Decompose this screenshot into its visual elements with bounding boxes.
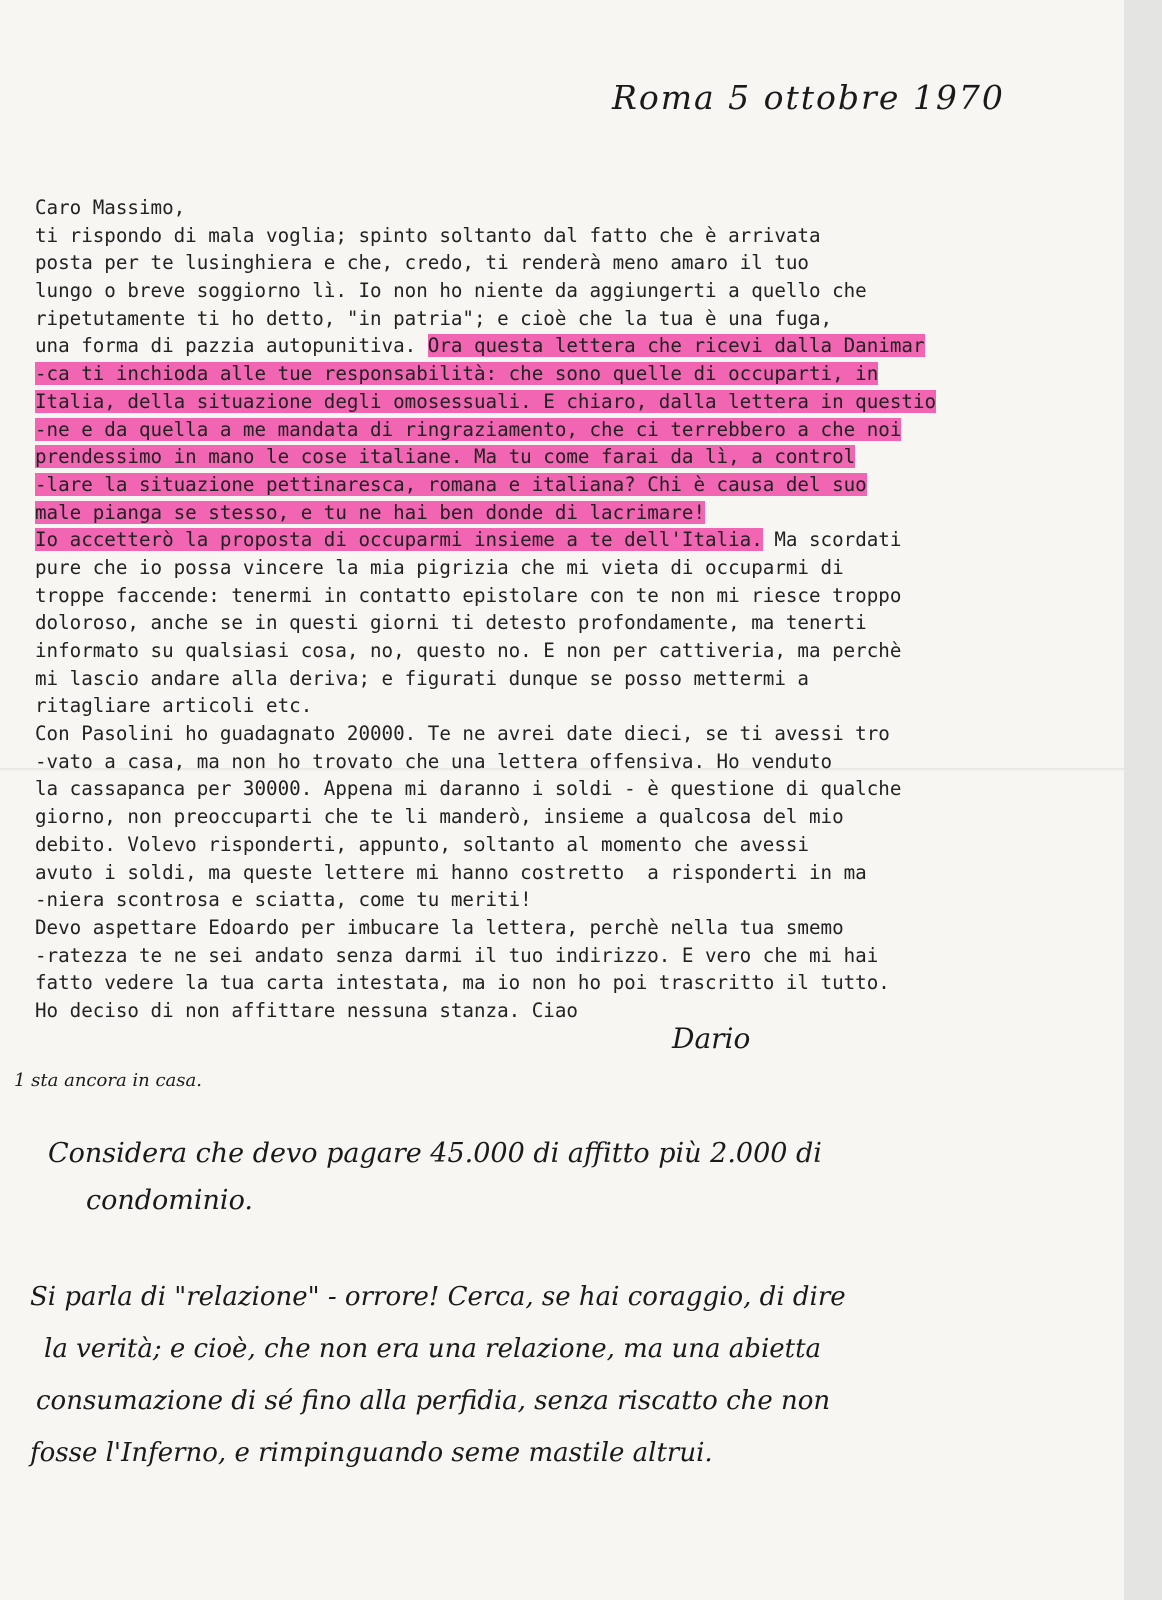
body-line: [35, 831, 936, 859]
body-line: [35, 637, 936, 665]
body-line-prefix: una forma di pazzia autopunitiva.: [35, 334, 428, 358]
body-line-text: Devo aspettare Edoardo per imbucare la lettera, perchè nella tua smemo: [35, 915, 844, 939]
body-line: [35, 609, 936, 637]
body-line: [35, 859, 936, 887]
body-line-text: posta per te lusinghiera e che, credo, ti renderà meno amaro il tuo: [35, 251, 809, 275]
body-line-text: informato su qualsiasi cosa, no, questo no. E non per cattiveria, ma perchè: [35, 639, 902, 662]
body-line: [35, 803, 936, 831]
handwritten-note-line: condominio.: [86, 1185, 253, 1216]
body-line: [35, 942, 936, 970]
body-line: [35, 720, 936, 748]
body-line: [35, 526, 936, 554]
body-line-text: lungo o breve soggiorno lì. Io non ho niente da aggiungerti a quello che: [35, 279, 867, 303]
body-line: [35, 416, 936, 444]
body-line-text: mi lascio andare alla deriva; e figurati dunque se posso mettermi a: [35, 666, 809, 690]
body-line-text: ripetutamente ti ho detto, "in patria"; e cioè che la tua è una fuga,: [35, 306, 833, 330]
body-line: [35, 914, 936, 942]
body-line-text: Caro Massimo,: [35, 196, 186, 219]
body-line: [35, 305, 936, 333]
body-line: [35, 443, 936, 471]
body-line-text: giorno, non preoccuparti che te li manderò, insieme a qualcosa del mio: [35, 805, 844, 829]
body-line: [35, 249, 936, 277]
body-line-text: debito. Volevo risponderti, appunto, soltanto al momento che avessi: [35, 832, 809, 856]
letter-date: Roma 5 ottobre 1970: [612, 78, 1005, 117]
highlighted-text: Italia, della situazione degli omosessuali. E chiaro, dalla lettera in questio: [35, 389, 937, 413]
body-line: [35, 222, 936, 250]
handwritten-note-line: la verità; e cioè, che non era una relazione, ma una abietta: [44, 1334, 822, 1364]
highlighted-text: male pianga se stesso, e tu ne hai ben donde di lacrimare!: [35, 500, 706, 524]
body-line: [35, 997, 936, 1025]
body-line: [35, 554, 936, 582]
handwritten-note-line: fosse l'Inferno, e rimpinguando seme mastile altrui.: [30, 1438, 713, 1468]
body-line: [35, 886, 936, 914]
body-line-text: ritagliare articoli etc.: [35, 694, 313, 718]
body-line-text: Ho deciso di non affittare nessuna stanza. Ciao: [35, 998, 578, 1022]
body-line-text: -ratezza te ne sei andato senza darmi il tuo indirizzo. E vero che mi hai: [35, 943, 879, 967]
body-line-text: doloroso, anche se in questi giorni ti detesto profondamente, ma tenerti: [35, 611, 867, 635]
highlighted-text: -lare la situazione pettinaresca, romana e italiana? Chi è causa del suo: [35, 472, 867, 496]
body-line: [35, 360, 936, 388]
highlighted-text: Io accetterò la proposta di occuparmi insieme a te dell'Italia.: [35, 528, 763, 552]
body-line-text: fatto vedere la tua carta intestata, ma io non ho poi trascritto il tutto.: [35, 971, 890, 995]
body-line-text: -vato a casa, ma non ho trovato che una lettera offensiva. Ho venduto: [35, 749, 833, 773]
highlighted-text: -ca ti inchioda alle tue responsabilità: che sono quelle di occuparti, in: [35, 362, 879, 386]
signature: Dario: [672, 1022, 751, 1055]
handwritten-note-line: Si parla di "relazione" - orrore! Cerca, se hai coraggio, di dire: [30, 1282, 846, 1312]
body-line: [35, 277, 936, 305]
body-line: [35, 748, 936, 776]
body-line-text: pure che io possa vincere la mia pigrizia che mi vieta di occuparmi di: [35, 555, 844, 579]
body-line: [35, 692, 936, 720]
highlighted-text: -ne e da quella a me mandata di ringraziamento, che ci terrebbero a che noi: [35, 417, 902, 441]
body-line: [35, 582, 936, 610]
body-line: [35, 969, 936, 997]
body-line-text: -niera scontrosa e sciatta, come tu meriti!: [35, 888, 532, 912]
body-line: [35, 499, 936, 527]
body-line: [35, 775, 936, 803]
letter-body: [35, 194, 936, 1025]
body-line-text: troppe faccende: tenermi in contatto epistolare con te non mi riesce troppo: [35, 583, 902, 607]
body-line-text: la cassapanca per 30000. Appena mi daranno i soldi - è questione di qualche: [35, 777, 902, 801]
handwritten-note-line: Considera che devo pagare 45.000 di affitto più 2.000 di: [48, 1138, 822, 1169]
highlighted-text: Ora questa lettera che ricevi dalla Danimar: [427, 334, 925, 358]
body-line-text: Con Pasolini ho guadagnato 20000. Te ne avrei date dieci, se ti avessi tro: [35, 722, 890, 746]
highlighted-text: prendessimo in mano le cose italiane. Ma tu come farai da lì, a control: [35, 445, 856, 469]
body-line: [35, 388, 936, 416]
body-line-suffix: Ma scordati: [762, 528, 902, 552]
body-line: [35, 665, 936, 693]
body-line-text: avuto i soldi, ma queste lettere mi hanno costretto a risponderti in ma: [35, 860, 867, 884]
body-line-text: ti rispondo di mala voglia; spinto soltanto dal fatto che è arrivata: [35, 223, 821, 247]
footnote: 1 sta ancora in casa.: [14, 1070, 202, 1091]
handwritten-note-line: consumazione di sé fino alla perfidia, senza riscatto che non: [36, 1386, 831, 1416]
background-edge: [1124, 0, 1162, 1600]
body-line: [35, 471, 936, 499]
body-line: [35, 332, 936, 360]
body-line: [35, 194, 936, 222]
